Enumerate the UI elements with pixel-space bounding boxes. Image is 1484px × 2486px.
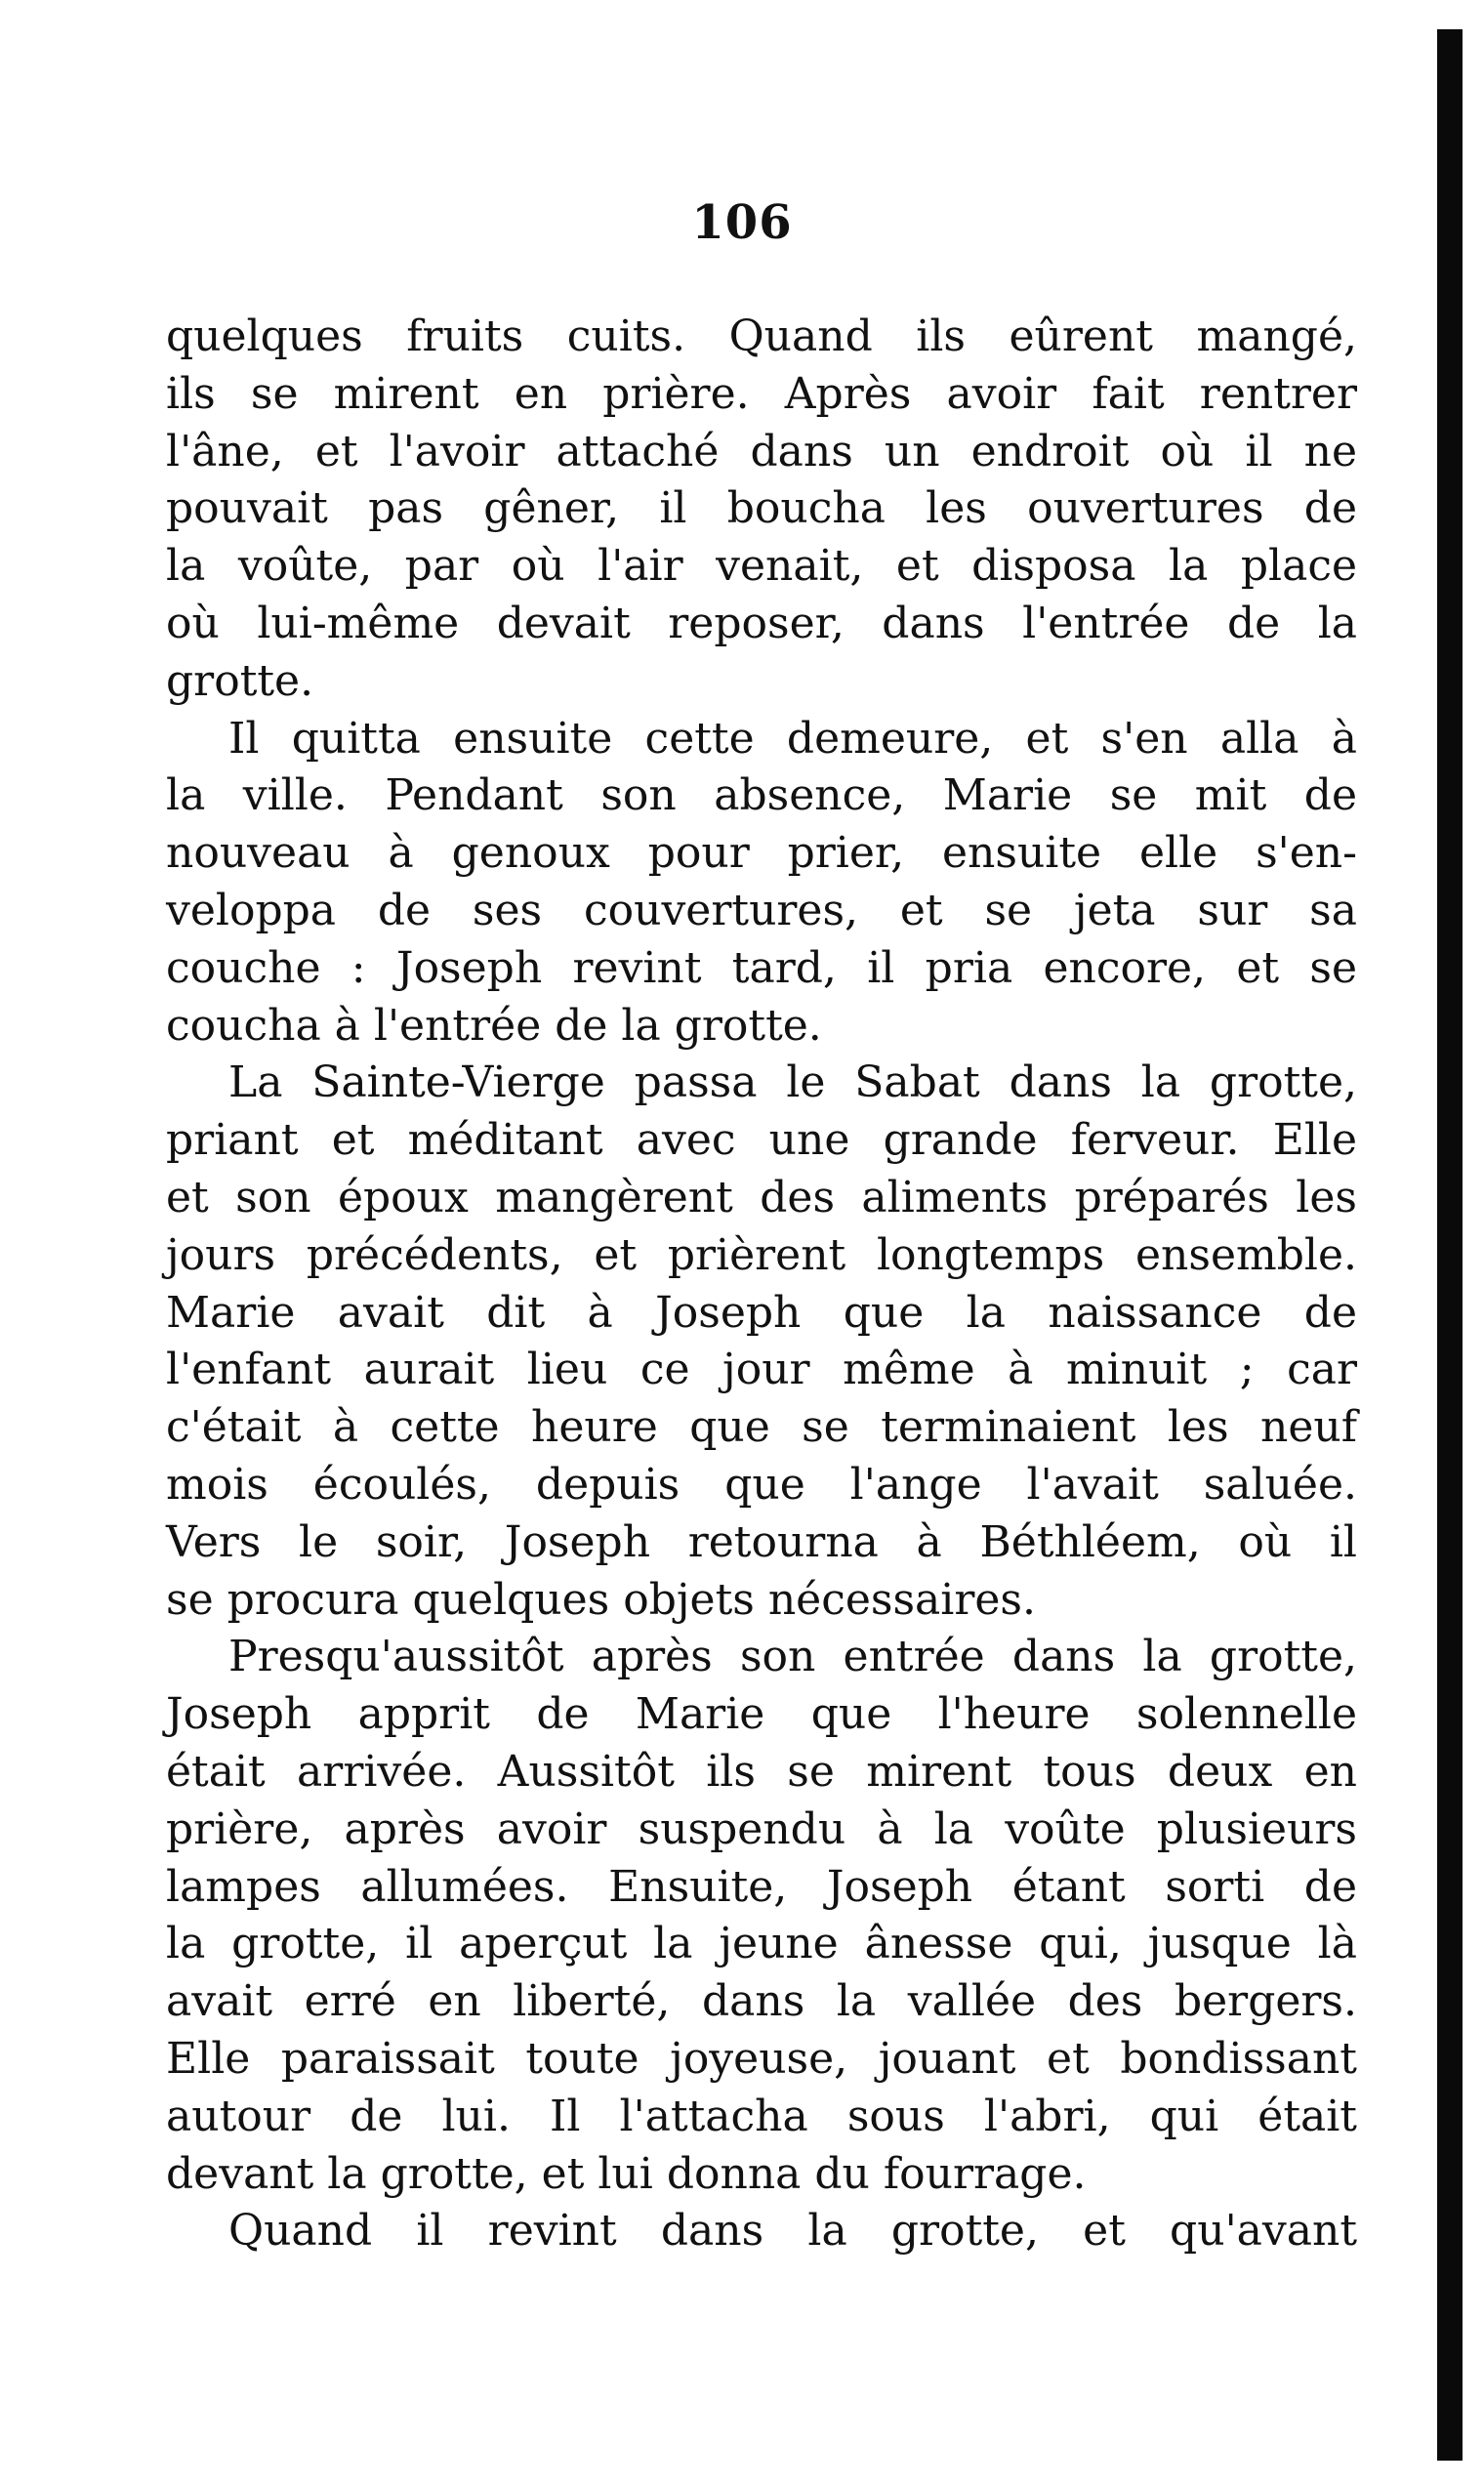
text-line: se procura quelques objets nécessaires.	[166, 1574, 1036, 1625]
text-line: l'âne, et l'avoir attaché dans un endroit où il ne	[166, 426, 1357, 476]
text-line: la ville. Pendant son absence, Marie se mit de	[166, 770, 1357, 821]
text-line: ils se mirent en prière. Après avoir fait rentrer	[166, 368, 1357, 419]
text-line: Quand il revint dans la grotte, et qu'avant	[228, 2206, 1357, 2257]
text-line: où lui-même devait reposer, dans l'entrée de la	[166, 598, 1357, 648]
text-line: priant et méditant avec une grande ferveur. Elle	[166, 1115, 1357, 1166]
text-line: quelques fruits cuits. Quand ils eûrent mangé,	[166, 311, 1357, 361]
text-line: Presqu'aussitôt après son entrée dans la grotte,	[228, 1632, 1357, 1682]
text-line: et son époux mangèrent des aliments préparés les	[166, 1172, 1357, 1222]
text-line: veloppa de ses couvertures, et se jeta sur sa	[166, 885, 1357, 935]
text-line: Marie avait dit à Joseph que la naissance de	[166, 1287, 1357, 1338]
text-line: couche : Joseph revint tard, il pria encore, et se	[166, 942, 1357, 993]
scan-edge-shadow	[1437, 29, 1463, 2461]
text-line: devant la grotte, et lui donna du fourrage.	[166, 2148, 1087, 2199]
text-line: grotte.	[166, 655, 314, 706]
text-line: autour de lui. Il l'attacha sous l'abri, qui était	[166, 2091, 1357, 2141]
text-line: l'enfant aurait lieu ce jour même à minuit ; car	[166, 1345, 1357, 1395]
page-number: 106	[691, 195, 793, 250]
text-line: mois écoulés, depuis que l'ange l'avait saluée.	[166, 1459, 1357, 1510]
text-line: était arrivée. Aussitôt ils se mirent tous deux en	[166, 1746, 1357, 1797]
text-line: la grotte, il aperçut la jeune ânesse qui, jusque là	[166, 1919, 1357, 1969]
text-line: jours précédents, et prièrent longtemps ensemble.	[166, 1229, 1357, 1280]
text-line: la voûte, par où l'air venait, et disposa la place	[166, 541, 1357, 592]
text-line: pouvait pas gêner, il boucha les ouvertures de	[166, 483, 1357, 534]
text-line: Vers le soir, Joseph retourna à Béthléem, où il	[166, 1516, 1357, 1567]
text-line: lampes allumées. Ensuite, Joseph étant sorti de	[166, 1861, 1357, 1912]
text-line: nouveau à genoux pour prier, ensuite elle s'en-	[166, 828, 1357, 879]
text-line: c'était à cette heure que se terminaient les neuf	[166, 1402, 1357, 1453]
text-line: prière, après avoir suspendu à la voûte plusieurs	[166, 1803, 1357, 1854]
body-text	[166, 309, 1357, 2260]
text-line: Joseph apprit de Marie que l'heure solennelle	[166, 1689, 1357, 1740]
text-line: coucha à l'entrée de la grotte.	[166, 1000, 822, 1051]
text-line: La Sainte-Vierge passa le Sabat dans la grotte,	[228, 1057, 1357, 1108]
text-line: avait erré en liberté, dans la vallée des bergers.	[166, 1976, 1357, 2027]
text-line: Il quitta ensuite cette demeure, et s'en alla à	[228, 713, 1357, 764]
text-line: Elle paraissait toute joyeuse, jouant et bondissant	[166, 2033, 1357, 2084]
